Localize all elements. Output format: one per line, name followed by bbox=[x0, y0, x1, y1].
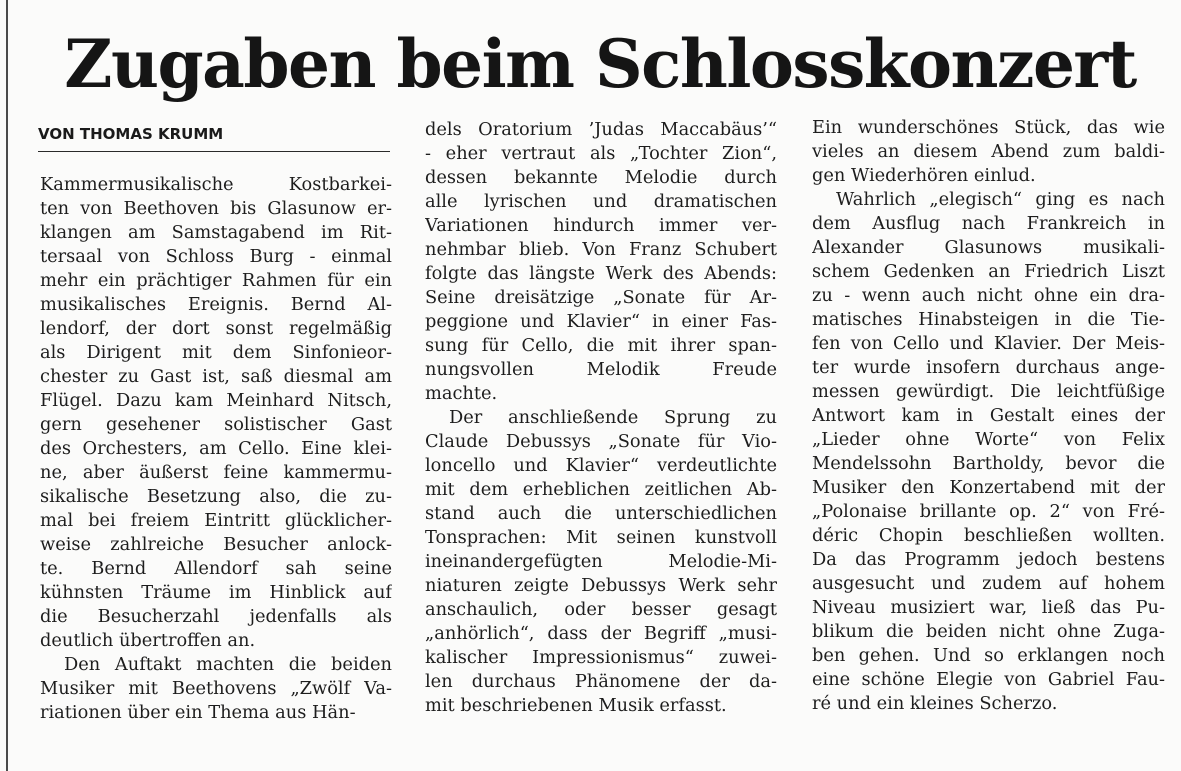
article-line: dessen bekannte Melodie durch bbox=[425, 167, 777, 188]
column-rule bbox=[6, 0, 8, 771]
article-line: nehmbar blieb. Von Franz Schubert bbox=[425, 239, 777, 260]
article-line: mal bei freiem Eintritt glücklicher- bbox=[40, 510, 392, 531]
article-line: anschaulich, oder besser gesagt bbox=[425, 599, 777, 620]
article-line: deutlich übertroffen an. bbox=[40, 630, 256, 651]
article-line: Niveau musiziert war, ließ das Pu- bbox=[812, 597, 1165, 618]
byline-rule bbox=[38, 151, 390, 152]
article-line: Antwort kam in Gestalt eines der bbox=[812, 405, 1165, 426]
article-line: folgte das längste Werk des Abends: bbox=[425, 263, 777, 284]
article-line: mehr ein prächtiger Rahmen für ein bbox=[40, 270, 392, 291]
article-line: Flügel. Dazu kam Meinhard Nitsch, bbox=[40, 390, 392, 411]
article-line: Ein wunderschönes Stück, das wie bbox=[812, 117, 1165, 138]
article-line: dem Ausflug nach Frankreich in bbox=[812, 213, 1165, 234]
article-line: tersaal von Schloss Burg - einmal bbox=[40, 246, 392, 267]
article-line: messen gewürdigt. Die leichtfüßige bbox=[812, 381, 1165, 402]
article-line: Der anschließende Sprung zu bbox=[449, 407, 777, 428]
article-line: Den Auftakt machten die beiden bbox=[64, 654, 392, 675]
article-line: Mendelssohn Bartholdy, bevor die bbox=[812, 453, 1165, 474]
article-line: - eher vertraut als „Tochter Zion“, bbox=[425, 143, 777, 164]
article-line: mit beschriebenen Musik erfasst. bbox=[425, 695, 727, 716]
article-line: ineinandergefügten Melodie-Mi- bbox=[425, 551, 777, 572]
article-line: als Dirigent mit dem Sinfonieor- bbox=[40, 342, 392, 363]
article-line: machte. bbox=[425, 383, 498, 404]
article-line: nungsvollen Melodik Freude bbox=[425, 359, 777, 380]
article-line: „anhörlich“, dass der Begriff „musi- bbox=[425, 623, 777, 644]
article-column-3 bbox=[812, 116, 1165, 716]
article-line: kalischer Impressionismus“ zuwei- bbox=[425, 647, 777, 668]
article-line: ben gehen. Und so erklangen noch bbox=[812, 645, 1165, 666]
article-column-2 bbox=[425, 118, 777, 718]
article-line: ré und ein kleines Scherzo. bbox=[812, 693, 1058, 714]
article-line: vieles an diesem Abend zum baldi- bbox=[812, 141, 1165, 162]
article-line: blikum die beiden nicht ohne Zuga- bbox=[812, 621, 1165, 642]
article-line: lendorf, der dort sonst regelmäßig bbox=[40, 318, 392, 339]
article-line: kühnsten Träume im Hinblick auf bbox=[40, 582, 392, 603]
article-line: ausgesucht und zudem auf hohem bbox=[812, 573, 1165, 594]
article-line: matisches Hinabsteigen in die Tie- bbox=[812, 309, 1165, 330]
article-line: niaturen zeigte Debussys Werk sehr bbox=[425, 575, 777, 596]
article-line: Musiker mit Beethovens „Zwölf Va- bbox=[40, 678, 392, 699]
article-line: ten von Beethoven bis Glasunow er- bbox=[40, 198, 392, 219]
article-line: stand auch die unterschiedlichen bbox=[425, 503, 777, 524]
article-line: ter wurde insofern durchaus ange- bbox=[812, 357, 1165, 378]
article-line: loncello und Klavier“ verdeutlichte bbox=[425, 455, 777, 476]
article-line: gen Wiederhören einlud. bbox=[812, 165, 1036, 186]
article-line: fen von Cello und Klavier. Der Meis- bbox=[812, 333, 1165, 354]
article-line: len durchaus Phänomene der da- bbox=[425, 671, 777, 692]
headline: Zugaben beim Schlosskonzert bbox=[64, 25, 1136, 103]
article-line: Da das Programm jedoch bestens bbox=[812, 549, 1165, 570]
article-line: te. Bernd Allendorf sah seine bbox=[40, 558, 392, 579]
article-line: alle lyrischen und dramatischen bbox=[425, 191, 777, 212]
article-line: déric Chopin beschließen wollten. bbox=[812, 525, 1165, 546]
article-line: eine schöne Elegie von Gabriel Fau- bbox=[812, 669, 1165, 690]
article-line: schem Gedenken an Friedrich Liszt bbox=[812, 261, 1165, 282]
article-line: Alexander Glasunows musikali- bbox=[812, 237, 1165, 258]
article-line: des Orchesters, am Cello. Eine klei- bbox=[40, 438, 392, 459]
article-line: die Besucherzahl jedenfalls als bbox=[40, 606, 392, 627]
article-line: mit dem erheblichen zeitlichen Ab- bbox=[425, 479, 777, 500]
article-line: Claude Debussys „Sonate für Vio- bbox=[425, 431, 777, 452]
article-line: Tonsprachen: Mit seinen kunstvoll bbox=[425, 527, 777, 548]
article-line: chester zu Gast ist, saß diesmal am bbox=[40, 366, 392, 387]
article-line: Variationen hindurch immer ver- bbox=[425, 215, 777, 236]
article-line: sikalische Besetzung also, die zu- bbox=[40, 486, 392, 507]
article-line: musikalisches Ereignis. Bernd Al- bbox=[40, 294, 392, 315]
article-line: zu - wenn auch nicht ohne ein dra- bbox=[812, 285, 1165, 306]
article-line: klangen am Samstagabend im Rit- bbox=[40, 222, 392, 243]
article-line: weise zahlreiche Besucher anlock- bbox=[40, 534, 392, 555]
article-line: Kammermusikalische Kostbarkei- bbox=[40, 174, 392, 195]
article-line: sung für Cello, die mit ihrer span- bbox=[425, 335, 777, 356]
article-line: riationen über ein Thema aus Hän- bbox=[40, 702, 356, 723]
article-line: Wahrlich „elegisch“ ging es nach bbox=[836, 189, 1165, 210]
article-line: Seine dreisätzige „Sonate für Ar- bbox=[425, 287, 777, 308]
article-line: dels Oratorium ’Judas Maccabäus’“ bbox=[425, 119, 777, 140]
article-column-1 bbox=[40, 173, 392, 725]
article-line: „Lieder ohne Worte“ von Felix bbox=[812, 429, 1165, 450]
article-line: peggione und Klavier“ in einer Fas- bbox=[425, 311, 777, 332]
article-line: „Polonaise brillante op. 2“ von Fré- bbox=[812, 501, 1165, 522]
byline: VON THOMAS KRUMM bbox=[38, 125, 224, 143]
article-line: gern gesehener solistischer Gast bbox=[40, 414, 392, 435]
article-line: Musiker den Konzertabend mit der bbox=[812, 477, 1165, 498]
article-line: ne, aber äußerst feine kammermu- bbox=[40, 462, 392, 483]
